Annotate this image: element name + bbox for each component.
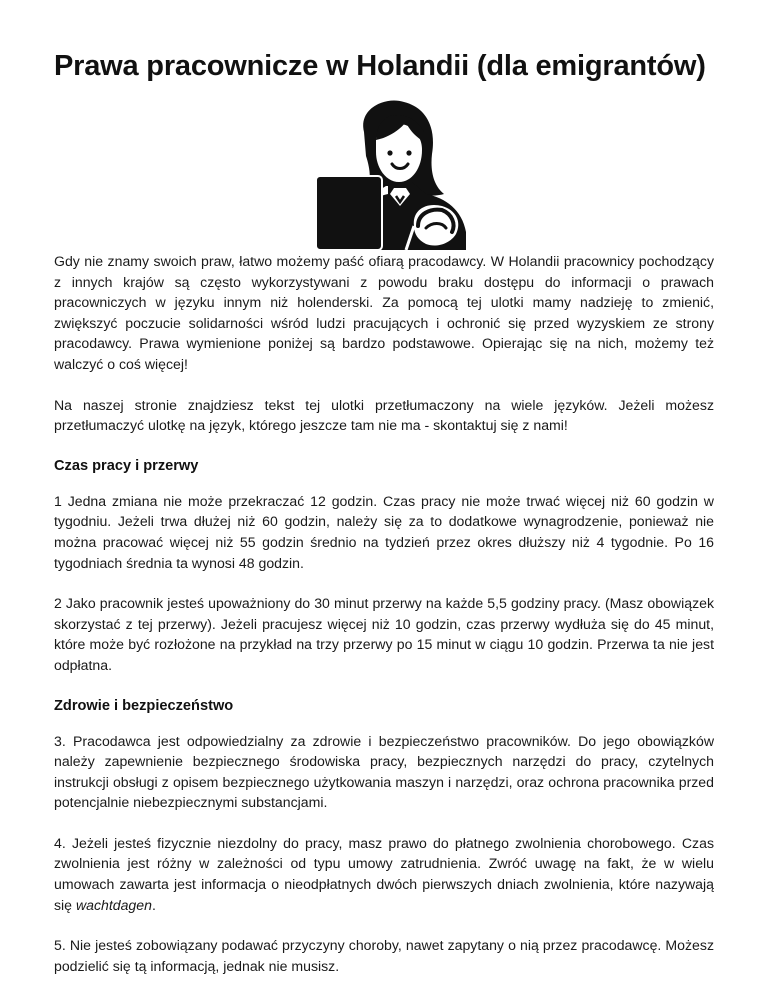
paragraph-4-term: wachtdagen (75, 896, 152, 913)
section-heading-health-safety: Zdrowie i bezpieczeństwo (54, 697, 234, 714)
document-body (54, 251, 714, 996)
document-page (54, 48, 714, 974)
intro-paragraph-1: Gdy nie znamy swoich praw, łatwo możemy paść ofiarą pracodawcy. W Holandii pracownicy pochodzący z innych krajów są często wykorzystywani z powodu braku dostępu do informacji o prawach pracowniczych w języku innym niż holenderski. Za pomocą tej ulotki mamy nadzieję to zmienić, zwiększyć poczucie solidarności wśród ludzi pracujących i ochronić się przed wyzyskiem ze strony pracodawcy. Prawa wymienione poniżej są bardzo podstawowe. Opierając się na nich, możemy też walczyć o coś więcej! (54, 253, 714, 372)
paragraph-4 (54, 833, 714, 915)
paragraph-5: 5. Nie jesteś zobowiązany podawać przyczyny choroby, nawet zapytany o nią przez pracodawcę. Możesz podzielić się tą informacją, jednak nie musisz. (54, 937, 714, 974)
paragraph-4-end: . (151, 896, 156, 913)
section-heading-working-time: Czas pracy i przerwy (54, 457, 199, 474)
paragraph-2: 2 Jako pracownik jesteś upoważniony do 30 minut przerwy na każde 5,5 godziny pracy. (Masz obowiązek skorzystać z tej przerwy). Jeżeli pracujesz więcej niż 10 godzin, czas przerwy wydłuża się do 45 minut, które może być rozłożone na przykład na trzy przerwy po 15 minut w ciągu 10 godzin. Przerwa ta nie jest odpłatna. (54, 595, 714, 673)
paragraph-1: 1 Jedna zmiana nie może przekraczać 12 godzin. Czas pracy nie może trwać więcej niż 60 godzin w tygodniu. Jeżeli trwa dłużej niż 60 godzin, należy się za to dodatkowe wynagrodzenie, ponieważ nie można pracować więcej niż 55 godzin średnio na tydzień przez okres dłuższy niż 4 tygodnie. Po 16 tygodniach średnia ta wynosi 48 godzin. (54, 492, 714, 571)
paragraph-3: 3. Pracodawca jest odpowiedzialny za zdrowie i bezpieczeństwo pracowników. Do jego obowiązków należy zapewnienie bezpiecznego środowiska pracy, bezpiecznych narzędzi do pracy, czytelnych instrukcji obsługi z opisem bezpiecznego użytkowania maszyn i narzędzi, oraz ochrona pracownika przed potencjalnie niebezpiecznymi substancjami. (54, 732, 714, 811)
paragraph-4-text: 4. Jeżeli jesteś fizycznie niezdolny do pracy, masz prawo do płatnego zwolnienia chorobowego. Czas zwolnienia jest różny w zależności od typu umowy zatrudnienia. Zwróć uwagę na fakt, że w wielu umowach zawarta jest informacja o nieodpłatnych dwóch pierwszych dniach zwolnienia, które nazywają się (54, 834, 714, 913)
page-title: Prawa pracownicze w Holandii (dla emigrantów) (54, 50, 706, 82)
intro-paragraph-2: Na naszej stronie znajdziesz tekst tej ulotki przetłumaczony na wiele języków. Jeżeli możesz przetłumaczyć ulotkę na język, którego jeszcze tam nie ma - skontaktuj się z nami! (54, 396, 714, 434)
woman-at-laptop-icon (286, 98, 476, 250)
